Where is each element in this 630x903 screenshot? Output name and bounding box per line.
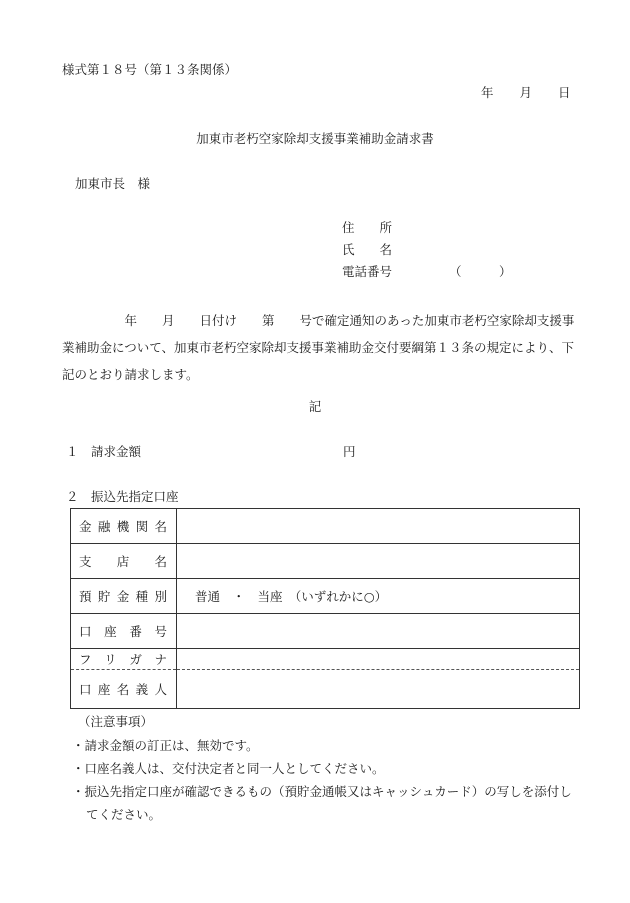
form-number: 様式第１８号（第１３条関係） [62,62,238,77]
label-char: 口 [79,682,92,697]
document-title: 加東市老朽空家除却支援事業補助金請求書 [196,131,434,146]
label-char: ナ [154,652,167,667]
label-char: 義 [135,682,149,697]
label-char: リ [104,652,117,667]
notes-heading: （注意事項） [78,714,154,729]
label-branch-name [79,552,167,570]
label-char: 名 [116,682,130,697]
label-char: 別 [154,589,167,604]
table-label-cell [71,579,177,614]
account-holder-field[interactable] [177,670,580,709]
body-line-2: 業補助金について、加東市老朽空家除却支援事業補助金交付要綱第１３条の規定により、下 [62,340,575,355]
label-char: 名 [154,519,167,534]
label-char: 機 [116,519,130,534]
date-line [481,87,571,100]
label-char: 金 [116,589,130,604]
label-account-holder [79,680,167,698]
label-account-type [79,587,167,605]
label-char: 座 [104,624,117,639]
date-month: 月 [519,85,533,100]
addressee: 加東市長 様 [75,176,151,191]
table-label-cell [71,509,177,544]
furigana-field[interactable] [177,649,580,670]
label-char: 店 [116,554,130,569]
note-item: てください。 [86,807,162,822]
label-char: 口 [79,624,92,639]
label-furigana [79,650,167,668]
body-line-1: 年 月 日付け 第 号で確定通知のあった加東市老朽空家除却支援事 [62,313,575,328]
date-day: 日 [558,85,571,100]
label-char: 融 [97,519,111,534]
note-item: ・請求金額の訂正は、無効です。 [72,738,259,753]
label-char: 種 [135,589,149,604]
label-char: 名 [154,554,167,569]
account-number-field[interactable] [177,614,580,649]
table-label-cell [71,670,177,709]
table-row [71,670,580,709]
table-row [71,544,580,579]
date-year: 年 [481,85,494,100]
request-amount-label: １ 請求金額 [66,444,142,459]
request-body [62,307,582,388]
table-row [71,649,580,670]
bank-name-field[interactable] [177,509,580,544]
body-line-3: 記のとおり請求します。 [62,367,199,382]
label-char: 番 [129,624,142,639]
label-char: 人 [154,682,167,697]
table-label-cell [71,649,177,670]
label-account-number [79,622,167,640]
note-item: ・口座名義人は、交付決定者と同一人としてください。 [72,761,385,776]
branch-name-field[interactable] [177,544,580,579]
label-char: 関 [135,519,149,534]
label-char: ガ [129,652,142,667]
table-row [71,614,580,649]
label-char: 支 [79,554,92,569]
table-label-cell [71,614,177,649]
label-bank-name [79,517,167,535]
label-char: 貯 [97,589,111,604]
label-char: フ [79,652,92,667]
label-char: 金 [79,519,92,534]
label-char: 号 [154,624,167,639]
ki-heading: 記 [308,399,322,414]
bank-account-table [70,508,580,709]
name-label: 氏 名 [342,242,393,257]
table-row [71,509,580,544]
note-item: ・振込先指定口座が確認できるもの（預貯金通帳又はキャッシュカード）の写しを添付し [72,784,572,799]
table-label-cell [71,544,177,579]
account-type-field[interactable]: 普通 ・ 当座 （いずれかに○） [177,579,580,614]
bank-account-label: ２ 振込先指定口座 [66,489,179,504]
phone-parens: （ ） [449,264,512,279]
phone-label: 電話番号 [342,264,393,279]
yen-unit: 円 [343,444,356,459]
table-row [71,579,580,614]
label-char: 座 [97,682,111,697]
label-char: 預 [79,589,92,604]
address-label: 住 所 [342,220,393,235]
